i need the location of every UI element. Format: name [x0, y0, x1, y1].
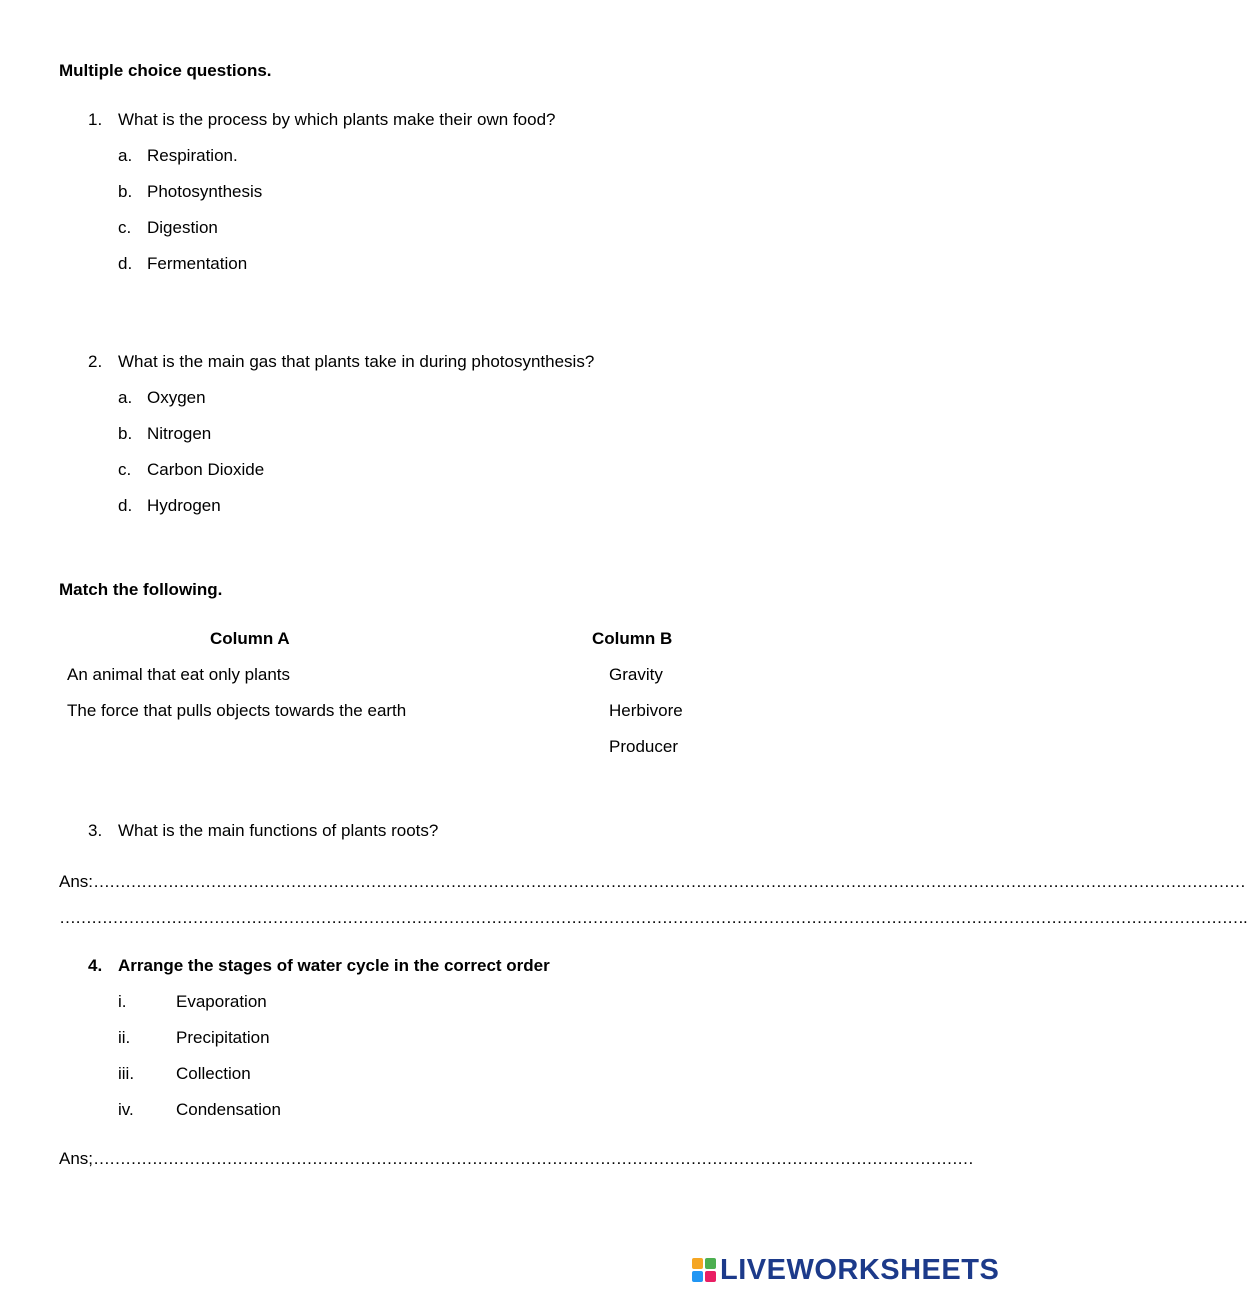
- q2-option-letter: a.: [118, 388, 133, 407]
- q4-item-numeral: i.: [118, 992, 127, 1011]
- q2-number: 2.: [88, 352, 103, 371]
- mcq-heading: Multiple choice questions.: [59, 61, 272, 80]
- liveworksheets-logo: [692, 1253, 999, 1287]
- q2-option-letter: c.: [118, 460, 132, 479]
- q4-item-numeral: ii.: [118, 1028, 131, 1047]
- q3-answer-line-2[interactable]: …………………………………………………………………………………………………………………………………………………………………………………………………….: [59, 908, 1247, 927]
- column-b-header: Column B: [592, 629, 673, 648]
- column-b-item[interactable]: Producer: [609, 737, 678, 756]
- q1-number: 1.: [88, 110, 103, 129]
- q1-option-a[interactable]: Respiration.: [147, 146, 238, 165]
- q1-option-letter: c.: [118, 218, 132, 237]
- q2-option-letter: b.: [118, 424, 133, 443]
- q2-option-c[interactable]: Carbon Dioxide: [147, 460, 265, 479]
- q4-number: 4.: [88, 956, 103, 975]
- q3-text: What is the main functions of plants roots?: [118, 821, 439, 840]
- logo-tile-icon: [692, 1271, 703, 1282]
- logo-text: LIVEWORKSHEETS: [720, 1254, 1000, 1286]
- q4-item-numeral: iv.: [118, 1100, 134, 1119]
- column-b-item[interactable]: Herbivore: [609, 701, 683, 720]
- logo-tile-icon: [692, 1258, 703, 1269]
- q2-option-d[interactable]: Hydrogen: [147, 496, 221, 515]
- q4-item-numeral: iii.: [118, 1064, 135, 1083]
- q3-ans-label: Ans:: [59, 872, 94, 891]
- q4-text: Arrange the stages of water cycle in the correct order: [118, 956, 550, 975]
- q1-text: What is the process by which plants make their own food?: [118, 110, 556, 129]
- q4-ans-label: Ans;: [59, 1149, 94, 1168]
- q4-item: Evaporation: [176, 992, 267, 1011]
- q3-number: 3.: [88, 821, 103, 840]
- column-a-header: Column A: [210, 629, 290, 648]
- q1-option-b[interactable]: Photosynthesis: [147, 182, 263, 201]
- q2-option-b[interactable]: Nitrogen: [147, 424, 212, 443]
- column-b-item[interactable]: Gravity: [609, 665, 663, 684]
- q2-text: What is the main gas that plants take in during photosynthesis?: [118, 352, 595, 371]
- q4-item: Condensation: [176, 1100, 281, 1119]
- q1-option-d[interactable]: Fermentation: [147, 254, 248, 273]
- q1-option-letter: d.: [118, 254, 133, 273]
- q4-answer-line[interactable]: [59, 1149, 974, 1169]
- column-a-item[interactable]: The force that pulls objects towards the earth: [67, 701, 407, 720]
- logo-tile-icon: [705, 1271, 716, 1282]
- q1-option-letter: b.: [118, 182, 133, 201]
- logo-icon: [692, 1258, 716, 1282]
- logo-tile-icon: [705, 1258, 716, 1269]
- q2-option-letter: d.: [118, 496, 133, 515]
- column-a-item[interactable]: An animal that eat only plants: [67, 665, 291, 684]
- q1-option-c[interactable]: Digestion: [147, 218, 218, 237]
- q4-item: Precipitation: [176, 1028, 270, 1047]
- q4-answer-dots: …………………………………………………………………………………………………………………………………………………: [93, 1149, 974, 1168]
- q2-option-a[interactable]: Oxygen: [147, 388, 206, 407]
- q4-item: Collection: [176, 1064, 251, 1083]
- q3-answer-line-1[interactable]: [59, 872, 1246, 892]
- q3-answer-dots: ………………………………………………………………………………………………………………………………………………………………………………………………: [93, 872, 1246, 891]
- q1-option-letter: a.: [118, 146, 133, 165]
- match-heading: Match the following.: [59, 580, 223, 599]
